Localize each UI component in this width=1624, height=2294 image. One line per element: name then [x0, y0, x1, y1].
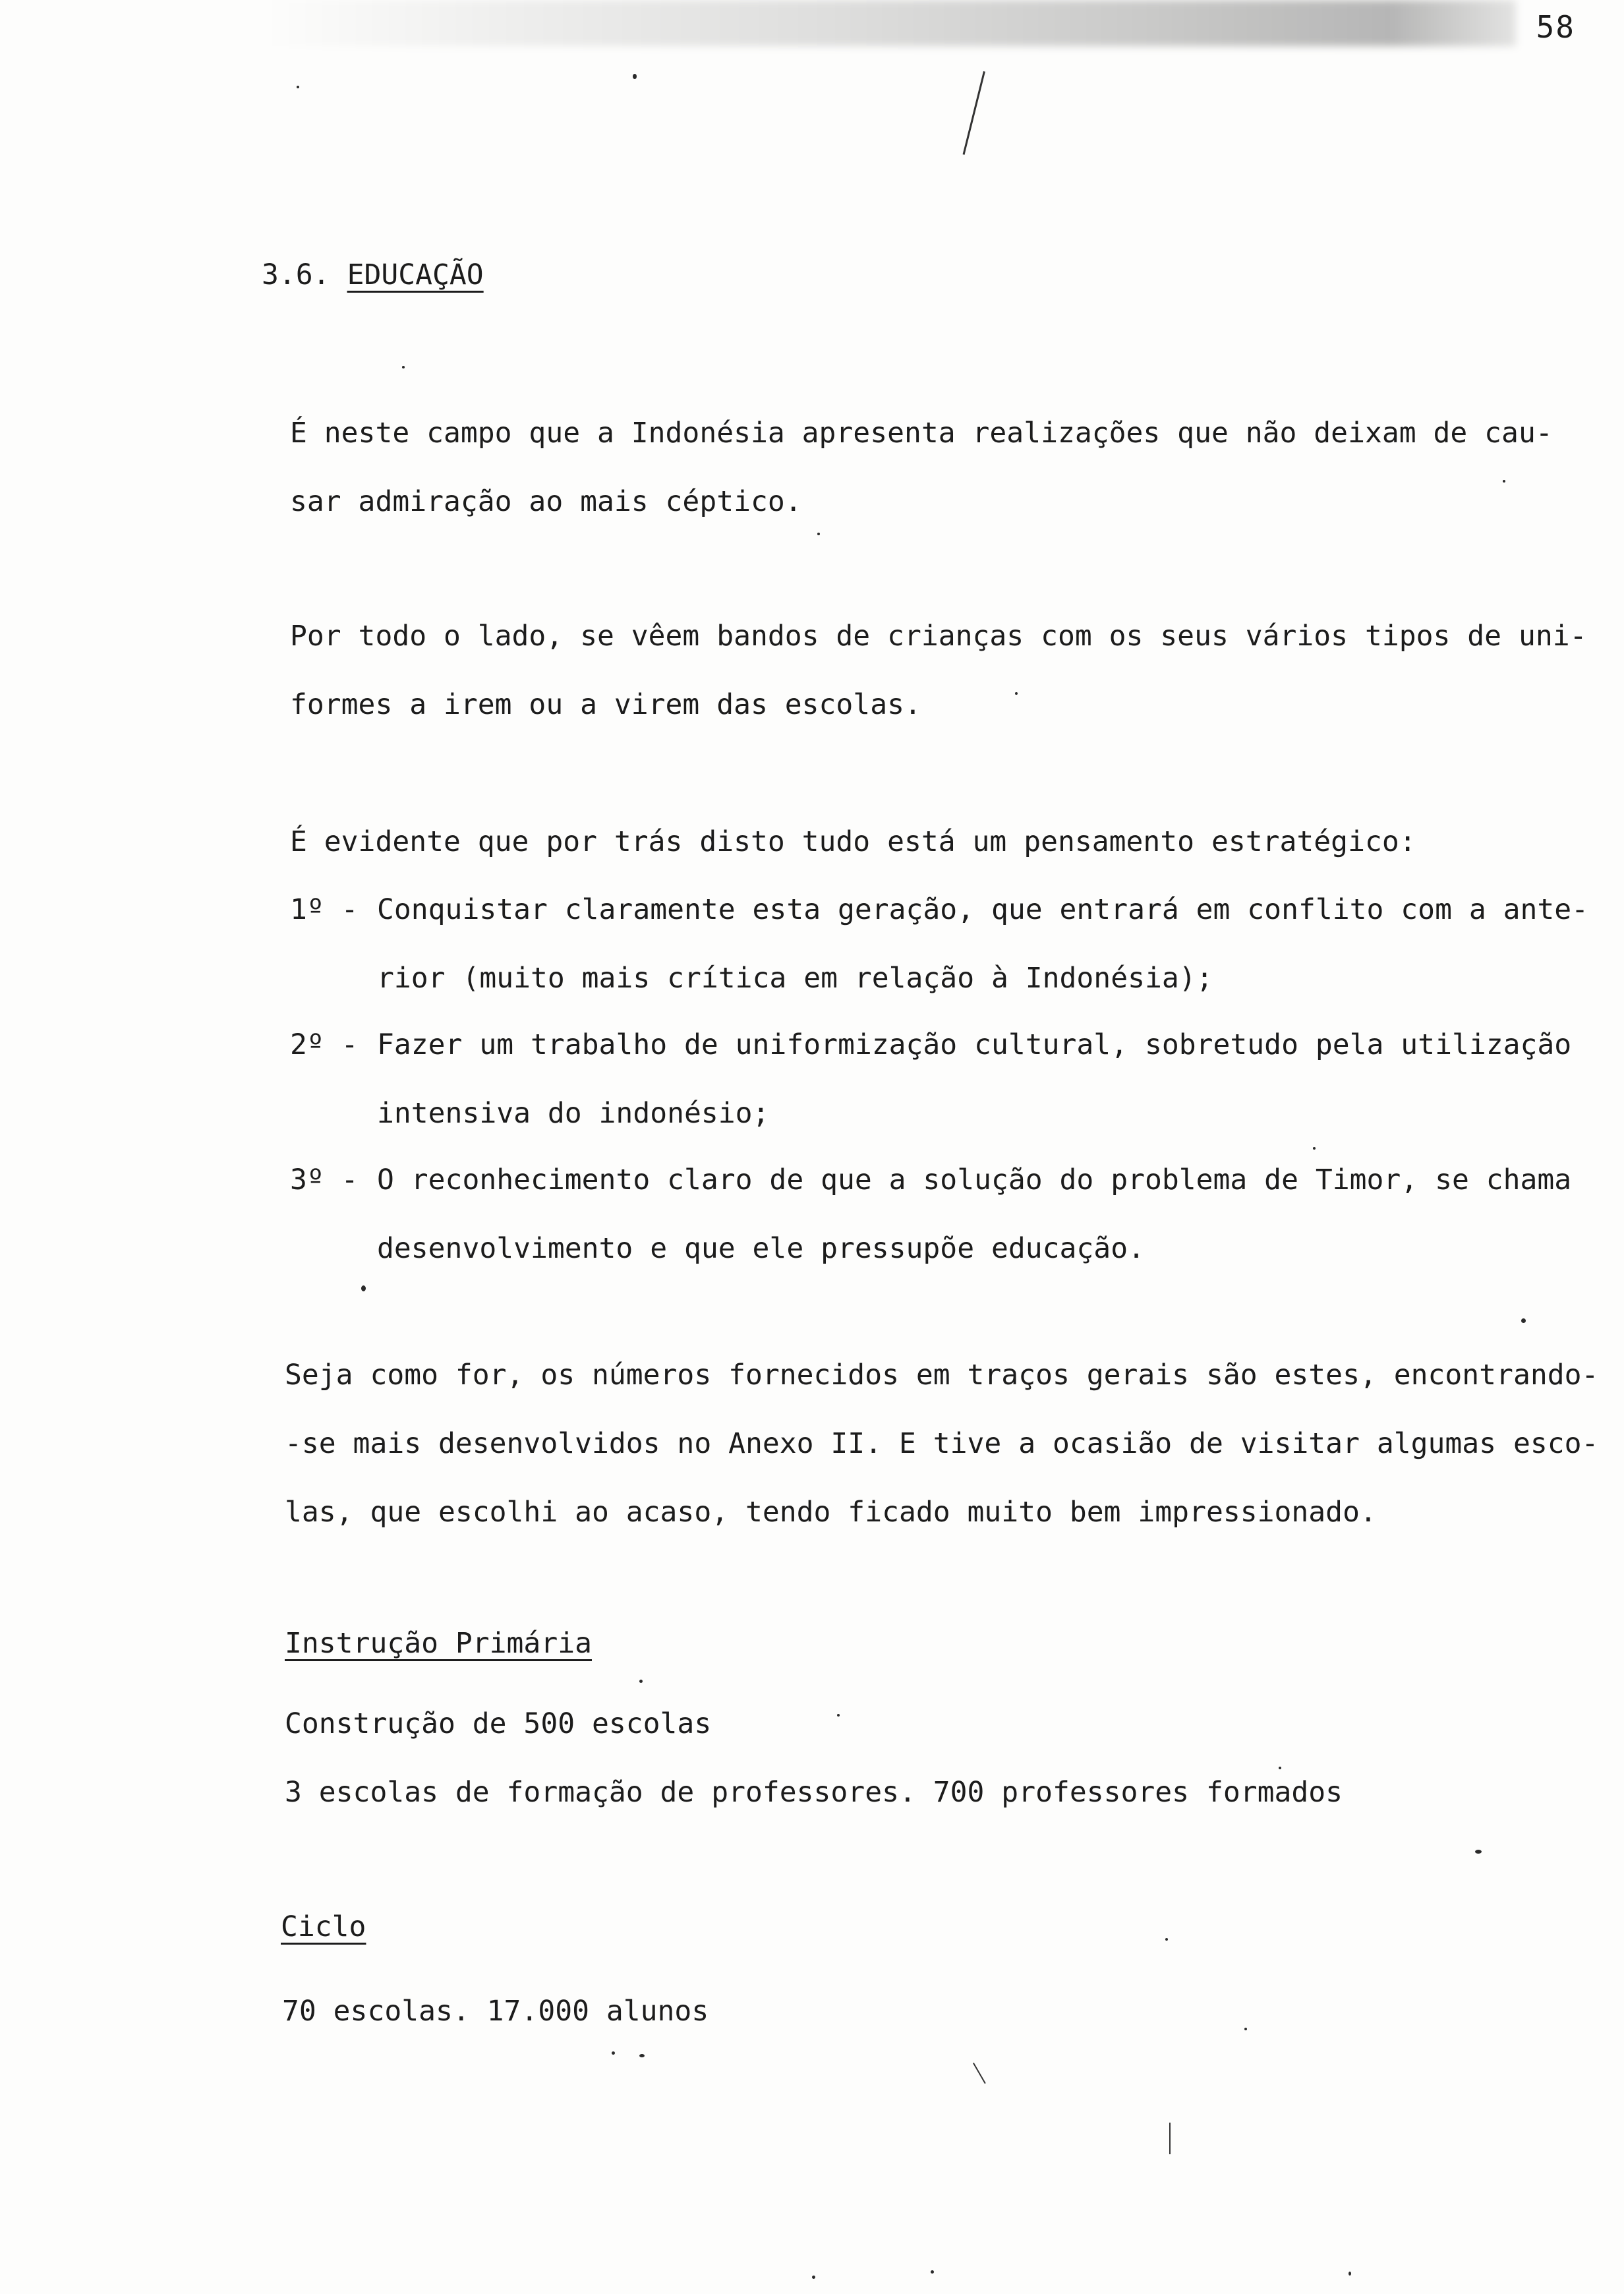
speck — [361, 1285, 366, 1291]
speck — [612, 2051, 615, 2055]
paragraph-numbers — [285, 1341, 1598, 1546]
speck — [1279, 1767, 1281, 1769]
primary-item: Construção de 500 escolas — [285, 1707, 712, 1740]
list-text-continued: intensiva do indonésio; — [377, 1097, 770, 1130]
subheading-primary: Instrução Primária — [285, 1627, 592, 1660]
paragraph-children — [290, 602, 1587, 739]
list-text: Conquistar claramente esta geração, que entrará em conflito com a ante- — [377, 893, 1589, 926]
speck — [1244, 2028, 1247, 2030]
list-text-continued: rior (muito mais crítica em relação à Indonésia); — [377, 962, 1213, 995]
speck — [931, 2270, 934, 2274]
ciclo-item: 70 escolas. 17.000 alunos — [282, 1995, 709, 2028]
page-number: 58 — [1536, 9, 1575, 45]
list-marker: 3º - — [290, 1163, 359, 1196]
speck — [1475, 1850, 1482, 1854]
speck — [297, 86, 299, 88]
paragraph-line: É neste campo que a Indonésia apresenta realizações que não deixam de cau- — [290, 417, 1553, 450]
speck — [837, 1714, 840, 1717]
section-title: EDUCAÇÃO — [347, 258, 484, 291]
paragraph-line: Seja como for, os números fornecidos em traços gerais são estes, encontrando- — [285, 1359, 1599, 1392]
paragraph-line: Por todo o lado, se vêem bandos de crianças com os seus vários tipos de uni- — [290, 620, 1587, 653]
list-item — [290, 1011, 1571, 1148]
scan-shadow — [264, 0, 1516, 46]
paragraph-line: -se mais desenvolvidos no Anexo II. E tive a ocasião de visitar algumas esco- — [285, 1427, 1599, 1460]
pen-stroke — [1169, 2123, 1171, 2154]
speck — [1521, 1318, 1526, 1323]
list-marker: 2º - — [290, 1028, 359, 1061]
list-marker: 1º - — [290, 893, 359, 926]
paragraph-strategy — [290, 808, 1416, 876]
speck — [812, 2276, 815, 2279]
paragraph-line: sar admiração ao mais céptico. — [290, 485, 802, 518]
speck — [402, 366, 405, 368]
speck — [639, 1680, 643, 1683]
section-heading — [262, 258, 484, 291]
list-text: Fazer um trabalho de uniformização cultural, sobretudo pela utilização — [377, 1028, 1572, 1061]
list-item — [290, 1146, 1571, 1283]
pen-stroke — [963, 71, 985, 155]
paragraph-line: É evidente que por trás disto tudo está um pensamento estratégico: — [290, 825, 1416, 858]
list-text: O reconhecimento claro de que a solução do problema de Timor, se chama — [377, 1163, 1572, 1196]
primary-item: 3 escolas de formação de professores. 700 professores formados — [285, 1776, 1343, 1809]
list-item — [290, 875, 1588, 1013]
paragraph-line: las, que escolhi ao acaso, tendo ficado muito bem impressionado. — [285, 1496, 1377, 1529]
speck — [633, 74, 637, 79]
section-number: 3.6. — [262, 258, 330, 291]
speck — [1165, 1938, 1168, 1941]
speck — [639, 2054, 645, 2057]
pen-stroke — [973, 2063, 986, 2084]
speck — [1348, 2272, 1351, 2276]
paragraph-intro — [290, 399, 1553, 536]
list-text-continued: desenvolvimento e que ele pressupõe educação. — [377, 1232, 1145, 1265]
subheading-ciclo: Ciclo — [281, 1910, 366, 1943]
paragraph-line: formes a irem ou a virem das escolas. — [290, 688, 921, 721]
